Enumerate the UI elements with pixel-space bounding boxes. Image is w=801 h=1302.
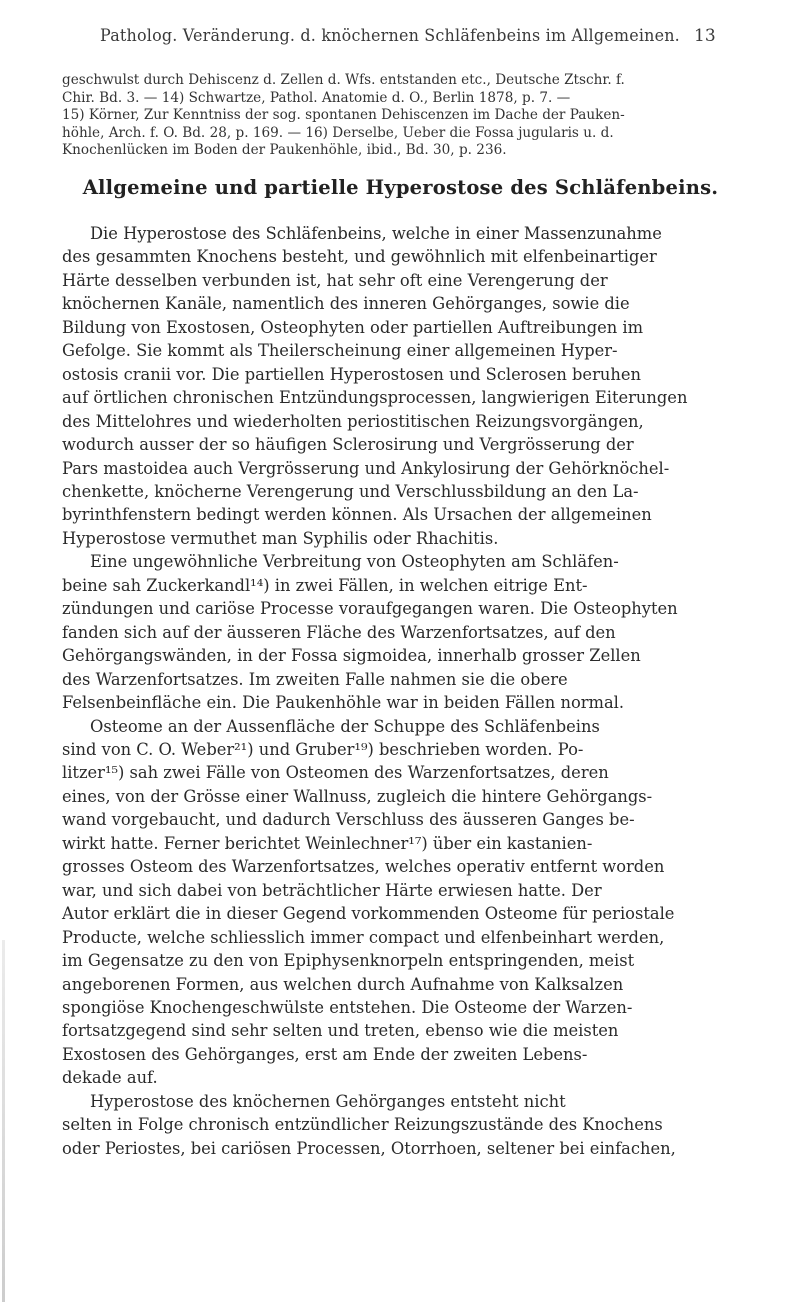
body-text [62, 222, 722, 1160]
text-line: Die Hyperostose des Schläfenbeins, welche in einer Massenzunahme [90, 224, 662, 243]
text-line: zündungen und cariöse Processe voraufgegangen waren. Die Osteophyten [62, 599, 678, 619]
page-number: 13 [694, 26, 716, 46]
text-line: ostosis cranii vor. Die partiellen Hyperostosen und Sclerosen beruhen [62, 364, 641, 384]
text-line: fortsatzgegend sind sehr selten und treten, ebenso wie die meisten [62, 1021, 619, 1041]
text-line: chenkette, knöcherne Verengerung und Verschlussbildung an den La- [62, 481, 639, 501]
text-line: wirkt hatte. Ferner berichtet Weinlechner¹⁷) über ein kastanien- [62, 833, 593, 853]
text-line: spongiöse Knochengeschwülste entstehen. Die Osteome der Warzen- [62, 997, 633, 1017]
text-line: Gefolge. Sie kommt als Theilerscheinung einer allgemeinen Hyper- [62, 341, 618, 361]
footnote-references [62, 72, 714, 160]
text-line: Producte, welche schliesslich immer compact und elfenbeinhart werden, [62, 927, 665, 947]
text-line: Bildung von Exostosen, Osteophyten oder partiellen Auftreibungen im [62, 317, 644, 337]
reference-line: 15) Körner, Zur Kenntniss der sog. spontanen Dehiscenzen im Dache der Pauken- [62, 107, 625, 123]
text-line: sind von C. O. Weber²¹) und Gruber¹⁹) beschrieben worden. Po- [62, 739, 584, 759]
text-line: Felsenbeinfläche ein. Die Paukenhöhle war in beiden Fällen normal. [62, 693, 625, 713]
text-line: fanden sich auf der äusseren Fläche des Warzenfortsatzes, auf den [62, 622, 616, 642]
text-line: des Mittelohres und wiederholten periostitischen Reizungsvorgängen, [62, 411, 644, 431]
text-line: Hyperostose vermuthet man Syphilis oder Rhachitis. [62, 528, 499, 548]
text-line: beine sah Zuckerkandl¹⁴) in zwei Fällen, in welchen eitrige Ent- [62, 575, 588, 595]
reference-line: Knochenlücken im Boden der Paukenhöhle, ibid., Bd. 30, p. 236. [62, 142, 507, 158]
reference-line: Chir. Bd. 3. — 14) Schwartze, Pathol. Anatomie d. O., Berlin 1878, p. 7. — [62, 89, 571, 106]
text-line: war, und sich dabei von beträchtlicher Härte erwiesen hatte. Der [62, 880, 602, 900]
text-line: auf örtlichen chronischen Entzündungsprocessen, langwierigen Eiterungen [62, 388, 688, 408]
text-line: des Warzenfortsatzes. Im zweiten Falle nahmen sie die obere [62, 669, 568, 689]
text-line: knöchernen Kanäle, namentlich des inneren Gehörganges, sowie die [62, 294, 630, 314]
text-line: Härte desselben verbunden ist, hat sehr oft eine Verengerung der [62, 270, 608, 290]
text-line: eines, von der Grösse einer Wallnuss, zugleich die hintere Gehörgangs- [62, 786, 653, 806]
text-line: byrinthfenstern bedingt werden können. Als Ursachen der allgemeinen [62, 505, 652, 525]
text-line: Eine ungewöhnliche Verbreitung von Osteophyten am Schläfen- [90, 552, 619, 572]
text-line: wodurch ausser der so häufigen Sclerosirung und Vergrösserung der [62, 435, 634, 455]
reference-line: höhle, Arch. f. O. Bd. 28, p. 169. — 16) Derselbe, Ueber die Fossa jugularis u. d. [62, 124, 614, 141]
text-line: grosses Osteom des Warzenfortsatzes, welches operativ entfernt worden [62, 857, 665, 877]
running-head: Patholog. Veränderung. d. knöchernen Schläfenbeins im Allgemeinen. [100, 26, 680, 45]
text-line: Osteome an der Aussenfläche der Schuppe des Schläfenbeins [90, 716, 600, 736]
page-edge-shadow [2, 940, 5, 1302]
text-line: des gesammten Knochens besteht, und gewöhnlich mit elfenbeinartiger [62, 247, 657, 267]
text-line: dekade auf. [62, 1068, 158, 1088]
text-line: Hyperostose des knöchernen Gehörganges entsteht nicht [90, 1091, 566, 1111]
text-line: Exostosen des Gehörganges, erst am Ende der zweiten Lebens- [62, 1044, 588, 1064]
text-line: im Gegensatze zu den von Epiphysenknorpeln entspringenden, meist [62, 951, 635, 971]
section-heading: Allgemeine und partielle Hyperostose des Schläfenbeins. [82, 176, 719, 199]
reference-line: geschwulst durch Dehiscenz d. Zellen d. Wfs. entstanden etc., Deutsche Ztschr. f. [62, 72, 625, 88]
text-line: Pars mastoidea auch Vergrösserung und Ankylosirung der Gehörknöchel- [62, 458, 670, 478]
text-line: wand vorgebaucht, und dadurch Verschluss des äusseren Ganges be- [62, 810, 635, 830]
text-line: Gehörgangswänden, in der Fossa sigmoidea, innerhalb grosser Zellen [62, 646, 641, 666]
text-line: Autor erklärt die in dieser Gegend vorkommenden Osteome für periostale [62, 904, 675, 924]
text-line: selten in Folge chronisch entzündlicher Reizungszustände des Knochens [62, 1115, 663, 1135]
text-line: oder Periostes, bei cariösen Processen, Otorrhoen, seltener bei einfachen, [62, 1138, 676, 1158]
text-line: angeborenen Formen, aus welchen durch Aufnahme von Kalksalzen [62, 974, 624, 994]
text-line: litzer¹⁵) sah zwei Fälle von Osteomen des Warzenfortsatzes, deren [62, 763, 609, 783]
